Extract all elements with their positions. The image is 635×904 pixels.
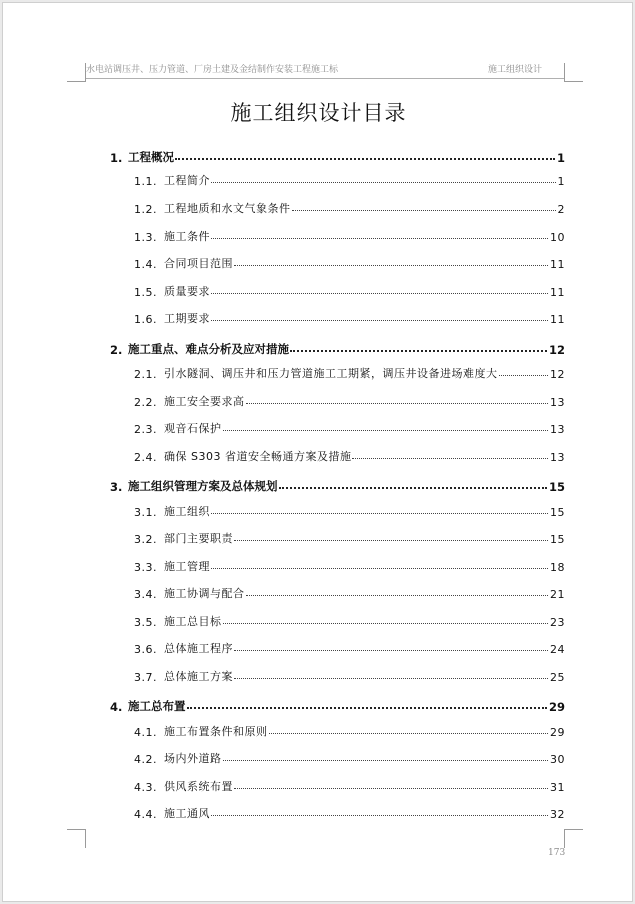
toc-entry-page: 15 — [550, 506, 565, 519]
toc-dot-leader — [211, 238, 548, 239]
toc-dot-leader — [223, 623, 549, 624]
toc-entry-number: 1. — [110, 151, 123, 165]
toc-dot-leader — [211, 182, 556, 183]
toc-section-entry[interactable] — [110, 168, 565, 188]
toc-entry-page: 1 — [557, 175, 565, 188]
toc-entry-title: 工期要求 — [164, 312, 210, 325]
toc-entry-page: 18 — [550, 561, 565, 574]
toc-entry-page: 13 — [550, 451, 565, 464]
toc-dot-leader — [279, 487, 547, 489]
toc-entry-number: 2.4. — [134, 451, 157, 464]
toc-entry-title: 施工总目标 — [164, 615, 222, 628]
toc-dot-leader — [292, 210, 556, 211]
toc-entry-title: 施工协调与配合 — [164, 587, 245, 600]
toc-entry-page: 15 — [548, 480, 565, 494]
toc-entry-title: 场内外道路 — [164, 752, 222, 765]
toc-entry-page: 31 — [550, 781, 565, 794]
toc-entry-number: 2.1. — [134, 368, 157, 381]
toc-dot-leader — [246, 403, 549, 404]
toc-entry-page: 23 — [550, 616, 565, 629]
toc-entry-title: 供风系统布置 — [164, 780, 233, 793]
toc-section-entry[interactable] — [110, 416, 565, 436]
toc-chapter-entry[interactable] — [110, 474, 565, 494]
toc-section-entry[interactable] — [110, 636, 565, 656]
toc-entry-page: 12 — [548, 343, 565, 357]
toc-entry-page: 30 — [550, 753, 565, 766]
toc-entry-title: 工程地质和水文气象条件 — [164, 202, 291, 215]
toc-entry-number: 1.2. — [134, 203, 157, 216]
toc-section-entry[interactable] — [110, 746, 565, 766]
toc-entry-number: 3.2. — [134, 533, 157, 546]
toc-entry-title: 部门主要职责 — [164, 532, 233, 545]
crop-mark-top-right — [564, 63, 583, 82]
toc-section-entry[interactable] — [110, 609, 565, 629]
toc-section-entry[interactable] — [110, 361, 565, 381]
toc-entry-number: 3.5. — [134, 616, 157, 629]
toc-section-entry[interactable] — [110, 279, 565, 299]
toc-dot-leader — [234, 540, 548, 541]
toc-entry-number: 3.3. — [134, 561, 157, 574]
toc-section-entry[interactable] — [110, 196, 565, 216]
toc-section-entry[interactable] — [110, 801, 565, 821]
toc-entry-title: 观音石保护 — [164, 422, 222, 435]
toc-section-entry[interactable] — [110, 719, 565, 739]
toc-entry-page: 2 — [557, 203, 565, 216]
toc-entry-title: 施工安全要求高 — [164, 395, 245, 408]
page-title: 施工组织设计目录 — [230, 101, 407, 125]
toc-entry-number: 3.1. — [134, 506, 157, 519]
toc-entry-title: 施工重点、难点分析及应对措施 — [128, 342, 289, 356]
header-project-title: 水电站调压井、压力管道、厂房土建及金结制作安装工程施工标 — [86, 65, 339, 75]
toc-dot-leader — [352, 458, 548, 459]
toc-section-entry[interactable] — [110, 224, 565, 244]
toc-section-entry[interactable] — [110, 251, 565, 271]
toc-section-entry[interactable] — [110, 306, 565, 326]
toc-dot-leader — [499, 375, 549, 376]
header-section-title: 施工组织设计 — [487, 65, 542, 75]
toc-entry-page: 25 — [550, 671, 565, 684]
page-header — [86, 60, 564, 79]
toc-section-entry[interactable] — [110, 389, 565, 409]
toc-entry-number: 4.1. — [134, 726, 157, 739]
toc-entry-number: 4.3. — [134, 781, 157, 794]
toc-dot-leader — [269, 733, 549, 734]
toc-entry-title: 施工总布置 — [128, 699, 186, 713]
toc-dot-leader — [211, 513, 548, 514]
toc-dot-leader — [234, 678, 548, 679]
crop-mark-top-left — [67, 63, 86, 82]
toc-entry-page: 11 — [550, 286, 565, 299]
toc-section-entry[interactable] — [110, 526, 565, 546]
toc-entry-number: 2.3. — [134, 423, 157, 436]
toc-dot-leader — [211, 568, 548, 569]
toc-entry-title: 施工布置条件和原则 — [164, 725, 268, 738]
toc-entry-number: 1.5. — [134, 286, 157, 299]
toc-entry-number: 3.4. — [134, 588, 157, 601]
toc-section-entry[interactable] — [110, 444, 565, 464]
toc-entry-number: 4.4. — [134, 808, 157, 821]
toc-entry-number: 2. — [110, 343, 123, 357]
toc-chapter-entry[interactable] — [110, 337, 565, 357]
toc-dot-leader — [223, 430, 549, 431]
crop-mark-bottom-right — [564, 829, 583, 848]
toc-entry-page: 11 — [550, 313, 565, 326]
toc-chapter-entry[interactable] — [110, 694, 565, 714]
toc-entry-title: 施工通风 — [164, 807, 210, 820]
toc-dot-leader — [211, 815, 548, 816]
toc-entry-title: 施工组织 — [164, 505, 210, 518]
toc-entry-title: 施工条件 — [164, 230, 210, 243]
toc-dot-leader — [234, 650, 548, 651]
toc-entry-number: 2.2. — [134, 396, 157, 409]
toc-entry-page: 12 — [550, 368, 565, 381]
page-number: 173 — [548, 848, 566, 858]
toc-entry-number: 4.2. — [134, 753, 157, 766]
toc-dot-leader — [290, 350, 547, 352]
toc-entry-number: 1.6. — [134, 313, 157, 326]
toc-entry-number: 3.6. — [134, 643, 157, 656]
toc-section-entry[interactable] — [110, 499, 565, 519]
toc-section-entry[interactable] — [110, 554, 565, 574]
toc-dot-leader — [234, 265, 548, 266]
toc-entry-page: 10 — [550, 231, 565, 244]
document-page — [2, 2, 633, 902]
toc-entry-title: 施工组织管理方案及总体规划 — [128, 479, 278, 493]
toc-dot-leader — [211, 293, 548, 294]
toc-chapter-entry[interactable] — [110, 145, 565, 165]
toc-entry-title: 总体施工程序 — [164, 642, 233, 655]
toc-entry-title: 工程简介 — [164, 174, 210, 187]
toc-entry-page: 29 — [550, 726, 565, 739]
toc-entry-page: 29 — [548, 700, 565, 714]
toc-entry-page: 15 — [550, 533, 565, 546]
toc-dot-leader — [211, 320, 548, 321]
toc-entry-title: 引水隧洞、调压井和压力管道施工工期紧，调压井设备进场难度大 — [164, 367, 498, 380]
toc-entry-page: 24 — [550, 643, 565, 656]
toc-dot-leader — [223, 760, 549, 761]
toc-entry-page: 21 — [550, 588, 565, 601]
toc-entry-page: 1 — [556, 151, 565, 165]
toc-entry-title: 施工管理 — [164, 560, 210, 573]
toc-entry-title: 工程概况 — [128, 150, 174, 164]
crop-mark-bottom-left — [67, 829, 86, 848]
toc-entry-number: 3. — [110, 480, 123, 494]
toc-entry-page: 13 — [550, 423, 565, 436]
toc-entry-title: 质量要求 — [164, 285, 210, 298]
toc-section-entry[interactable] — [110, 664, 565, 684]
toc-entry-title: 总体施工方案 — [164, 670, 233, 683]
toc-entry-title: 合同项目范围 — [164, 257, 233, 270]
toc-entry-number: 3.7. — [134, 671, 157, 684]
toc-entry-number: 4. — [110, 700, 123, 714]
toc-entry-number: 1.3. — [134, 231, 157, 244]
toc-entry-number: 1.1. — [134, 175, 157, 188]
toc-dot-leader — [246, 595, 549, 596]
toc-entry-number: 1.4. — [134, 258, 157, 271]
toc-entry-title: 确保 S303 省道安全畅通方案及措施 — [164, 450, 352, 463]
toc-entry-page: 11 — [550, 258, 565, 271]
toc-section-entry[interactable] — [110, 774, 565, 794]
toc-section-entry[interactable] — [110, 581, 565, 601]
toc-entry-page: 13 — [550, 396, 565, 409]
toc-entry-page: 32 — [550, 808, 565, 821]
toc-dot-leader — [187, 707, 547, 709]
toc-dot-leader — [175, 158, 555, 160]
toc-dot-leader — [234, 788, 548, 789]
